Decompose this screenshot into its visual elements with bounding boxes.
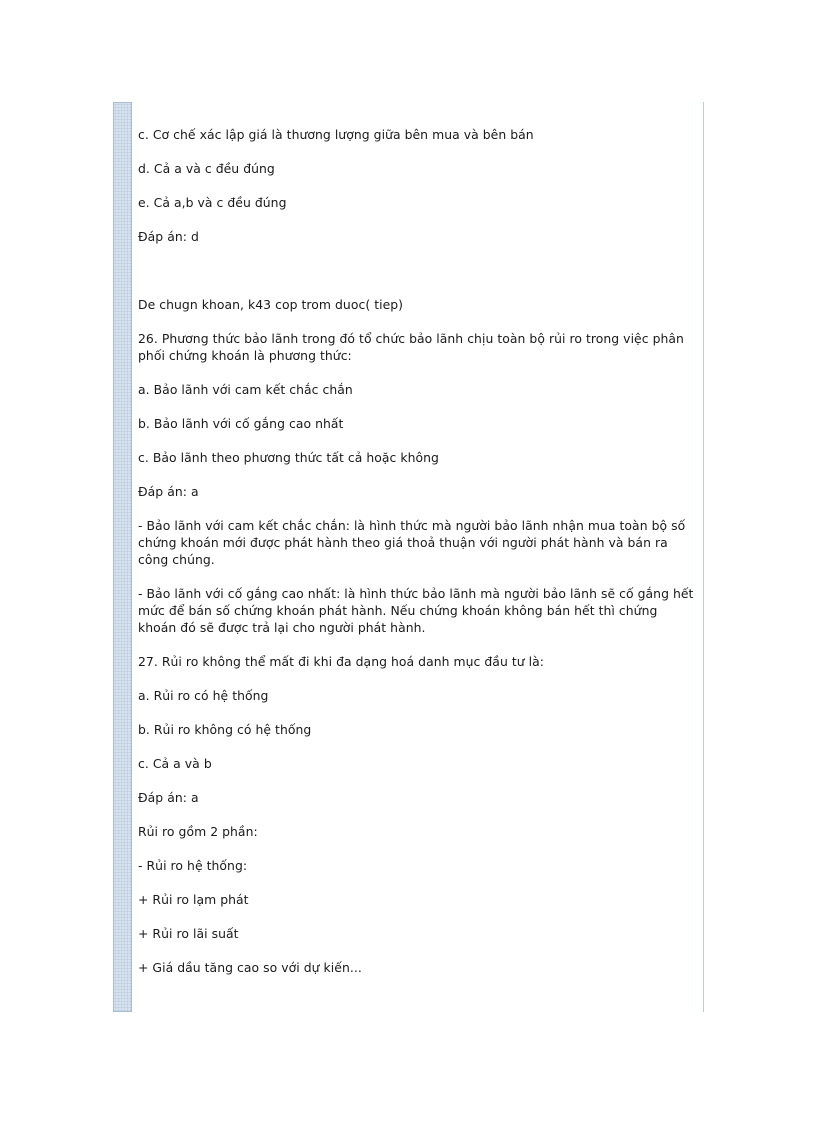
q26-option-c: c. Bảo lãnh theo phương thức tất cả hoặc không [138, 450, 439, 465]
document-body [138, 126, 698, 993]
q27-answer: Đáp án: a [138, 790, 199, 805]
risk-intro: Rủi ro gồm 2 phần: [138, 824, 258, 839]
option-e: e. Cả a,b và c đều đúng [138, 195, 287, 210]
option-d: d. Cả a và c đều đúng [138, 161, 275, 176]
q27-option-c: c. Cả a và b [138, 756, 212, 771]
risk-oil-price: + Giá dầu tăng cao so với dự kiến... [138, 960, 362, 975]
option-c: c. Cơ chế xác lập giá là thương lượng giữa bên mua và bên bán [138, 127, 534, 142]
q27-option-b: b. Rủi ro không có hệ thống [138, 722, 312, 737]
risk-systematic: - Rủi ro hệ thống: [138, 858, 248, 873]
right-border-line [703, 102, 704, 1012]
question-27: 27. Rủi ro không thể mất đi khi đa dạng hoá danh mục đầu tư là: [138, 654, 544, 669]
left-decorative-bar [113, 102, 132, 1012]
q26-option-b: b. Bảo lãnh với cố gắng cao nhất [138, 416, 344, 431]
answer-d: Đáp án: d [138, 229, 199, 244]
q26-explanation-1: - Bảo lãnh với cam kết chắc chắn: là hình thức mà người bảo lãnh nhận mua toàn bộ số chứng khoán mới được phát hành theo giá thoả thuận với người phát hành và bán ra công chúng. [138, 518, 690, 567]
risk-inflation: + Rủi ro lạm phát [138, 892, 249, 907]
q27-option-a: a. Rủi ro có hệ thống [138, 688, 269, 703]
paragraph-spacer [138, 262, 698, 296]
risk-interest: + Rủi ro lãi suất [138, 926, 239, 941]
section-heading: De chugn khoan, k43 cop trom duoc( tiep) [138, 297, 404, 312]
q26-option-a: a. Bảo lãnh với cam kết chắc chắn [138, 382, 353, 397]
question-26: 26. Phương thức bảo lãnh trong đó tổ chức bảo lãnh chịu toàn bộ rủi ro trong việc phân phối chứng khoán là phương thức: [138, 331, 688, 363]
q26-answer: Đáp án: a [138, 484, 199, 499]
q26-explanation-2: - Bảo lãnh với cố gắng cao nhất: là hình thức bảo lãnh mà người bảo lãnh sẽ cố gắng hết mức để bán số chứng khoán phát hành. Nếu chứng khoán không bán hết thì chứng khoán đó sẽ được trả lại cho người phát hành. [138, 586, 698, 635]
